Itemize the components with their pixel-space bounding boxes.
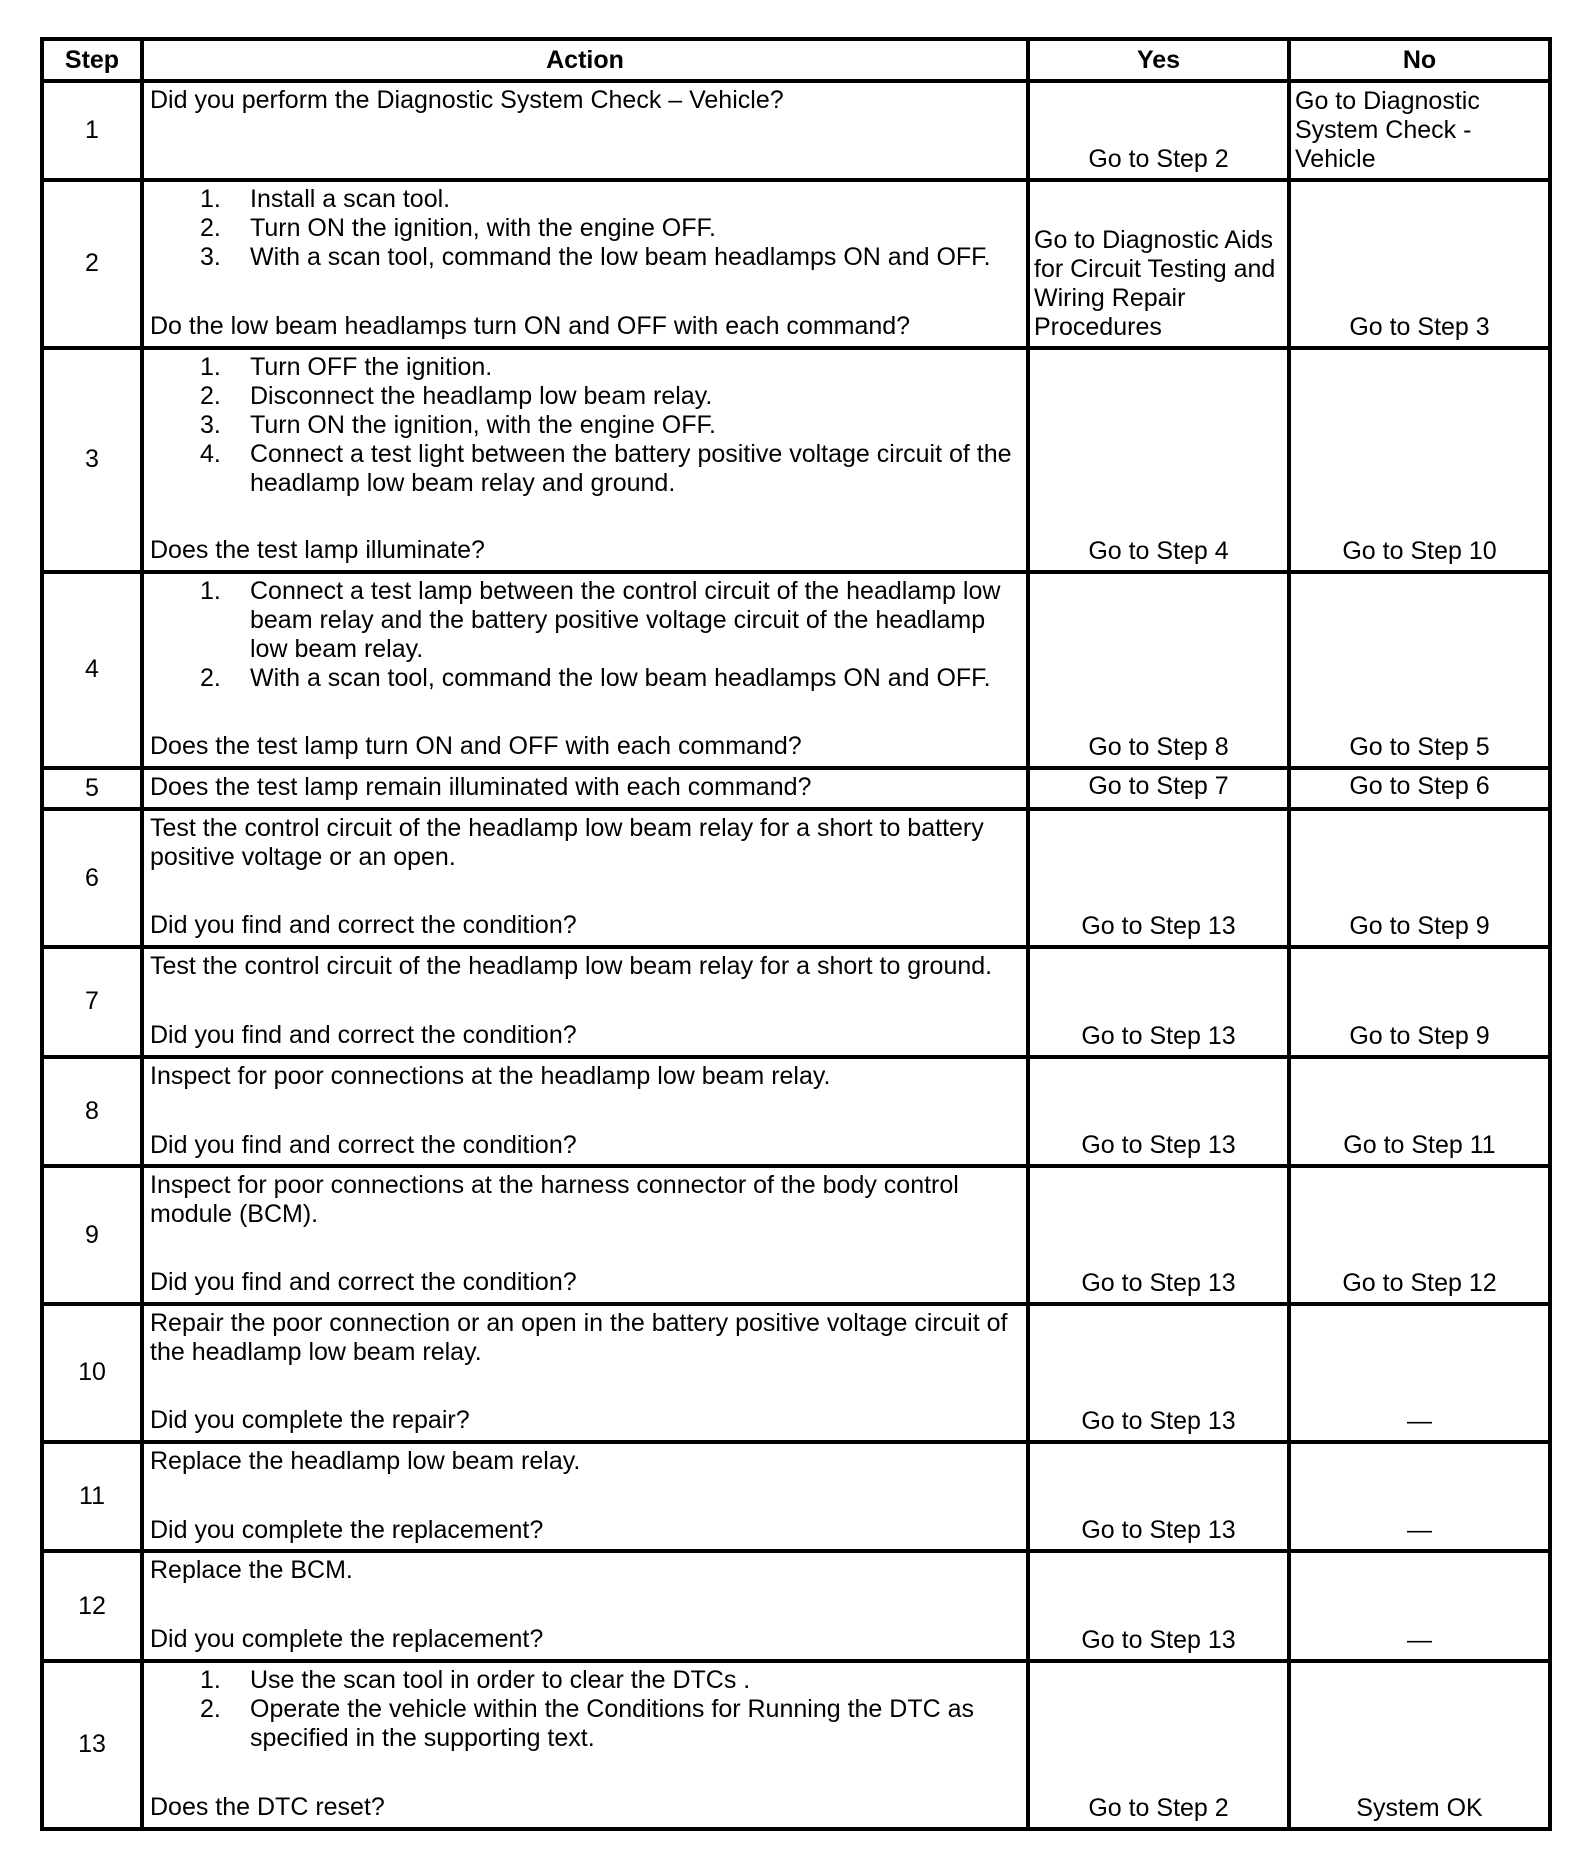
no-result: Go to Step 12 [1289, 1166, 1550, 1304]
yes-result: Go to Step 13 [1028, 1166, 1289, 1304]
action-cell [142, 180, 1028, 348]
step-number: 9 [42, 1166, 142, 1304]
header-action: Action [142, 39, 1028, 81]
no-result: — [1289, 1442, 1550, 1552]
action-cell [142, 809, 1028, 947]
table-row [42, 1057, 1550, 1167]
action-intro: Test the control circuit of the headlamp low beam relay for a short to battery positive voltage or an open. [150, 814, 984, 872]
header-yes: Yes [1028, 39, 1289, 81]
step-number: 7 [42, 947, 142, 1057]
action-question: Does the test lamp illuminate? [150, 535, 485, 564]
table-row [42, 1551, 1550, 1661]
header-row [42, 39, 1550, 81]
action-cell [142, 1661, 1028, 1829]
table-row [42, 348, 1550, 572]
no-result: — [1289, 1304, 1550, 1442]
list-item-text: With a scan tool, command the low beam headlamps ON and OFF. [250, 663, 991, 692]
step-number: 8 [42, 1057, 142, 1167]
step-number: 10 [42, 1304, 142, 1442]
action-steps-list [150, 577, 1020, 693]
list-item: 2. Disconnect the headlamp low beam relay. [200, 381, 713, 410]
table-row [42, 1304, 1550, 1442]
action-intro: Replace the BCM. [150, 1556, 353, 1585]
header-no: No [1289, 39, 1550, 81]
list-item: 2. Turn ON the ignition, with the engine OFF. [200, 213, 716, 242]
yes-result: Go to Step 13 [1028, 947, 1289, 1057]
no-result: Go to Step 10 [1289, 348, 1550, 572]
no-result: Go to Step 9 [1289, 809, 1550, 947]
list-item: 1. Install a scan tool. [200, 184, 451, 213]
table-row [42, 1442, 1550, 1552]
list-item-text: Install a scan tool. [250, 184, 451, 213]
action-question: Did you complete the repair? [150, 1405, 470, 1434]
action-cell [142, 768, 1028, 809]
list-item-text: Turn ON the ignition, with the engine OFF. [250, 213, 716, 242]
table-row [42, 572, 1550, 768]
list-item-text: Disconnect the headlamp low beam relay. [250, 381, 713, 410]
no-result: Go to Step 9 [1289, 947, 1550, 1057]
list-item: 2. With a scan tool, command the low beam headlamps ON and OFF. [200, 663, 991, 692]
action-steps-list [150, 1666, 1020, 1753]
action-cell [142, 572, 1028, 768]
list-item-text: Use the scan tool in order to clear the DTCs . [250, 1665, 751, 1694]
list-item-text: Connect a test lamp between the control circuit of the headlamp low beam relay and the battery positive voltage circuit of the headlamp low beam relay. [250, 576, 1001, 663]
step-number: 13 [42, 1661, 142, 1829]
action-question: Does the DTC reset? [150, 1792, 385, 1821]
no-result: Go to Step 3 [1289, 180, 1550, 348]
step-number: 5 [42, 768, 142, 809]
list-item-text: With a scan tool, command the low beam headlamps ON and OFF. [250, 242, 991, 271]
step-number: 2 [42, 180, 142, 348]
yes-result: Go to Step 2 [1028, 1661, 1289, 1829]
list-item: 2. Operate the vehicle within the Conditions for Running the DTC as specified in the supporting text. [200, 1694, 974, 1752]
action-cell [142, 81, 1028, 180]
action-cell [142, 348, 1028, 572]
action-intro: Replace the headlamp low beam relay. [150, 1446, 581, 1475]
yes-result: Go to Step 2 [1028, 81, 1289, 180]
action-steps-list [150, 185, 1020, 272]
list-item-text: Operate the vehicle within the Conditions for Running the DTC as specified in the supporting text. [250, 1694, 974, 1752]
list-item: 4. Connect a test light between the battery positive voltage circuit of the headlamp low beam relay and ground. [200, 439, 1012, 497]
step-number: 12 [42, 1551, 142, 1661]
action-cell [142, 1057, 1028, 1167]
step-number: 4 [42, 572, 142, 768]
action-question: Did you complete the replacement? [150, 1625, 544, 1654]
no-result: System OK [1289, 1661, 1550, 1829]
yes-result: Go to Step 13 [1028, 1057, 1289, 1167]
action-steps-list [150, 353, 1020, 498]
yes-result: Go to Step 13 [1028, 809, 1289, 947]
action-intro: Did you perform the Diagnostic System Check – Vehicle? [150, 86, 784, 114]
action-intro: Inspect for poor connections at the harness connector of the body control module (BCM). [150, 1171, 959, 1229]
table-row [42, 1166, 1550, 1304]
no-result: Go to Step 11 [1289, 1057, 1550, 1167]
list-item-text: Connect a test light between the battery positive voltage circuit of the headlamp low beam relay and ground. [250, 439, 1012, 497]
no-result: Go to Step 5 [1289, 572, 1550, 768]
action-question: Did you find and correct the condition? [150, 911, 577, 940]
yes-result: Go to Step 4 [1028, 348, 1289, 572]
step-number: 11 [42, 1442, 142, 1552]
yes-result: Go to Step 13 [1028, 1304, 1289, 1442]
yes-result: Go to Step 13 [1028, 1551, 1289, 1661]
action-question: Did you find and correct the condition? [150, 1020, 577, 1049]
action-cell [142, 1551, 1028, 1661]
table-row [42, 180, 1550, 348]
list-item: 3. Turn ON the ignition, with the engine OFF. [200, 410, 716, 439]
no-result: Go to Step 6 [1289, 768, 1550, 809]
step-number: 6 [42, 809, 142, 947]
no-result: Go to Diagnostic System Check - Vehicle [1289, 81, 1550, 180]
table-row [42, 1661, 1550, 1829]
list-item: 1. Use the scan tool in order to clear the DTCs . [200, 1665, 751, 1694]
action-intro: Inspect for poor connections at the headlamp low beam relay. [150, 1061, 831, 1090]
diagnostic-table [40, 37, 1552, 1831]
step-number: 3 [42, 348, 142, 572]
table-row [42, 81, 1550, 180]
action-question: Do the low beam headlamps turn ON and OFF with each command? [150, 311, 911, 340]
list-item: 1. Turn OFF the ignition. [200, 352, 493, 381]
yes-result: Go to Step 7 [1028, 768, 1289, 809]
action-intro: Repair the poor connection or an open in the battery positive voltage circuit of the headlamp low beam relay. [150, 1308, 1008, 1366]
list-item: 3. With a scan tool, command the low beam headlamps ON and OFF. [200, 242, 991, 271]
list-item-text: Turn ON the ignition, with the engine OFF. [250, 410, 716, 439]
list-item: 1. Connect a test lamp between the control circuit of the headlamp low beam relay and the battery positive voltage circuit of the headlamp low beam relay. [200, 576, 1001, 663]
step-number: 1 [42, 81, 142, 180]
list-item-text: Turn OFF the ignition. [250, 352, 493, 381]
table-row [42, 768, 1550, 809]
action-cell [142, 1442, 1028, 1552]
action-intro: Does the test lamp remain illuminated with each command? [150, 772, 812, 801]
action-intro: Test the control circuit of the headlamp low beam relay for a short to ground. [150, 951, 993, 980]
yes-result: Go to Step 8 [1028, 572, 1289, 768]
header-step: Step [42, 39, 142, 81]
no-result: — [1289, 1551, 1550, 1661]
table-row [42, 947, 1550, 1057]
table-row [42, 809, 1550, 947]
action-question: Did you find and correct the condition? [150, 1268, 577, 1297]
action-cell [142, 1166, 1028, 1304]
action-cell [142, 947, 1028, 1057]
yes-result: Go to Step 13 [1028, 1442, 1289, 1552]
action-cell [142, 1304, 1028, 1442]
action-question: Did you find and correct the condition? [150, 1130, 577, 1159]
action-question: Does the test lamp turn ON and OFF with each command? [150, 731, 802, 760]
yes-result: Go to Diagnostic Aids for Circuit Testing and Wiring Repair Procedures [1028, 180, 1289, 348]
action-question: Did you complete the replacement? [150, 1515, 544, 1544]
